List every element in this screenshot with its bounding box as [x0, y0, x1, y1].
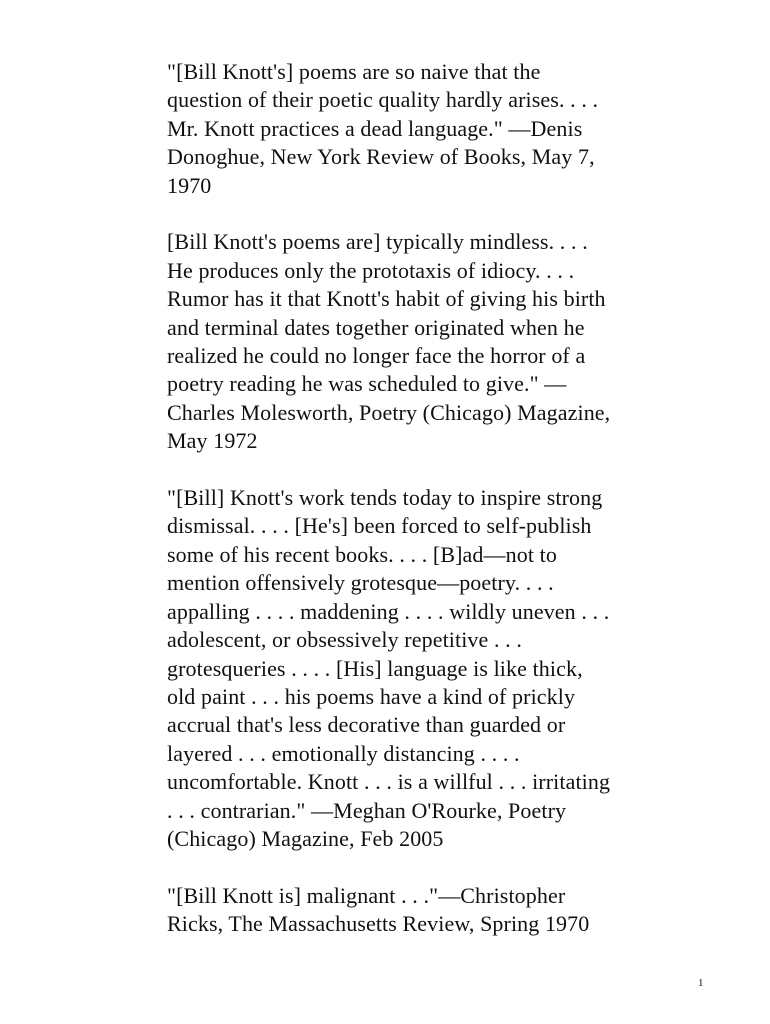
- quote-ricks: [167, 882, 707, 939]
- quote-molesworth: [167, 228, 707, 455]
- quote-line: May 1972: [167, 428, 258, 454]
- paragraph-gap: [167, 853, 707, 881]
- quote-line: grotesqueries . . . . [His] language is like thick,: [167, 655, 583, 681]
- quote-line: poetry reading he was scheduled to give." —: [167, 371, 567, 397]
- quote-line: "[Bill Knott is] malignant . . ."—Christopher: [167, 882, 566, 908]
- quote-line: Donoghue, New York Review of Books, May 7,: [167, 144, 595, 170]
- quote-line: (Chicago) Magazine, Feb 2005: [167, 825, 444, 851]
- quote-line: dismissal. . . . [He's] been forced to self-publish: [167, 513, 592, 539]
- quote-line: Charles Molesworth, Poetry (Chicago) Magazine,: [167, 399, 611, 425]
- quote-line: old paint . . . his poems have a kind of prickly: [167, 683, 576, 709]
- paragraph-gap: [167, 456, 707, 484]
- page-number: 1: [698, 977, 704, 989]
- quote-line: realized he could no longer face the horror of a: [167, 343, 586, 369]
- quote-line: "[Bill] Knott's work tends today to inspire strong: [167, 485, 603, 511]
- quote-line: Mr. Knott practices a dead language." —Denis: [167, 115, 583, 141]
- quote-line: He produces only the prototaxis of idiocy. . . .: [167, 257, 575, 283]
- quote-line: adolescent, or obsessively repetitive . . .: [167, 627, 522, 653]
- quote-line: Rumor has it that Knott's habit of giving his birth: [167, 286, 606, 312]
- quote-line: [Bill Knott's poems are] typically mindless. . . .: [167, 229, 588, 255]
- quote-line: uncomfortable. Knott . . . is a willful . . . irritating: [167, 769, 611, 795]
- quote-line: layered . . . emotionally distancing . . . .: [167, 740, 520, 766]
- quotes-block: [167, 58, 707, 939]
- quote-line: appalling . . . . maddening . . . . wildly uneven . . .: [167, 598, 610, 624]
- quote-line: question of their poetic quality hardly arises. . . .: [167, 87, 599, 113]
- quote-line: 1970: [167, 172, 212, 198]
- quote-line: . . . contrarian." —Meghan O'Rourke, Poetry: [167, 797, 567, 823]
- quote-line: "[Bill Knott's] poems are so naive that the: [167, 59, 541, 84]
- quote-orourke: [167, 484, 707, 853]
- quote-line: accrual that's less decorative than guarded or: [167, 712, 566, 738]
- quote-line: Ricks, The Massachusetts Review, Spring 1970: [167, 911, 590, 937]
- quote-donoghue: [167, 58, 707, 200]
- quote-line: some of his recent books. . . . [B]ad—not to: [167, 541, 557, 567]
- quote-line: mention offensively grotesque—poetry. . . .: [167, 570, 554, 596]
- quote-line: and terminal dates together originated when he: [167, 314, 585, 340]
- paragraph-gap: [167, 200, 707, 228]
